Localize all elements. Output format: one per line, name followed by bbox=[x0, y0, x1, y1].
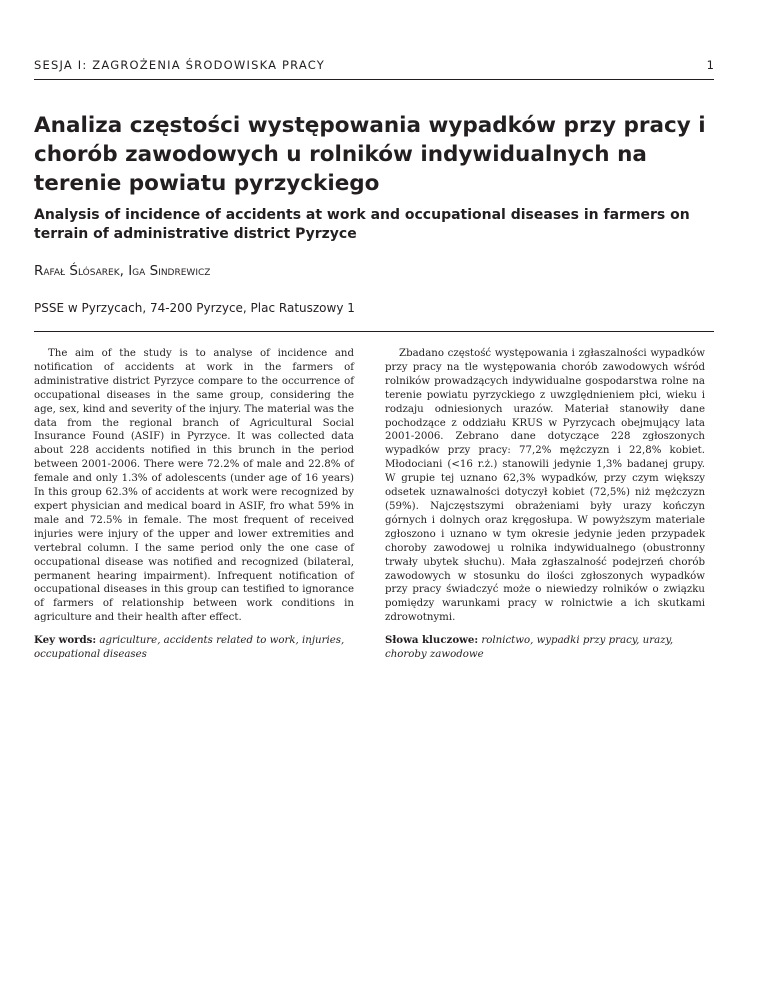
keywords-english-text: agriculture, accidents related to work, injuries, occupational diseases bbox=[34, 635, 345, 661]
abstract-divider bbox=[34, 331, 714, 332]
abstract-english-column bbox=[34, 347, 354, 662]
keywords-english-label: Key words: bbox=[34, 634, 97, 647]
keywords-english bbox=[34, 634, 354, 662]
page-number: 1 bbox=[706, 58, 714, 72]
authors: Rafał Ślósarek, Iga Sindrewicz bbox=[34, 263, 211, 279]
abstract-english: The aim of the study is to analyse of incidence and notification of accidents at work in the farmers of administrative district Pyrzyce compare to the occurrence of occupational diseases in the same group, considering the age, sex, kind and severity of the injury. The material was the data from the regional branch of Agricultural Social Insurance Found (ASIF) in Pyrzyce. It was collected data about 228 accidents notified in this brunch in the period between 2001-2006. There were 72.2% of male and 22.8% of female and only 1.3% of adolescents (under age of 16 years) In this group 62.3% of accidents at work were recognized by expert physician and medical board in ASIF, fro what 59% in male and 72.5% in female. The most frequent of received injuries were injury of the upper and lower extremities and vertebral column. I the same period only the one case of occupational disease was notified and recognized (bilateral, permanent hearing impairment). Infrequent notification of occupational diseases in this group can testified to ignorance of farmers of relationship between work conditions in agriculture and their health after effect. bbox=[34, 348, 354, 624]
header-divider bbox=[34, 79, 714, 80]
abstract-polish: Zbadano częstość występowania i zgłaszalności wypadków przy pracy na tle występowania chorób zawodowych wśród rolników prowadzących indywidualne gospodarstwa rolne na terenie powiatu pyrzyckiego z uwzględnieniem płci, wieku i rodzaju odniesionych urazów. Materiał stanowiły dane pochodzące z oddziału KRUS w Pyrzycach obejmujący lata 2001-2006. Zebrano dane dotyczące 228 zgłoszonych wypadków przy pracy: 77,2% mężczyzn i 22,8% kobiet. Młodociani (<16 r.ż.) stanowili jedynie 1,3% badanej grupy. W grupie tej uznano 62,3% wypadków, przy czym większy odsetek uznawalności dotyczył kobiet (72,5%) niż mężczyzn (59%). Najczęstszymi obrażeniami były urazy kończyn górnych i dolnych oraz kręgosłupa. W powyższym materiale zgłoszono i uznano w tym okresie jedynie jeden przypadek choroby zawodowej u rolnika indywidualnego (obustronny trwały ubytek słuchu). Mała zgłaszalność podejrzeń chorób zawodowych w stosunku do ilości zgłoszonych wypadków przy pracy świadczyć może o niewiedzy rolników o związku pomiędzy warunkami pracy w rolnictwie a ich skutkami zdrowotnymi. bbox=[385, 348, 705, 624]
affiliation: PSSE w Pyrzycach, 74-200 Pyrzyce, Plac Ratuszowy 1 bbox=[34, 301, 355, 315]
article-title-polish: Analiza częstości występowania wypadków przy pracy i chorób zawodowych u rolników indywidualnych na terenie powiatu pyrzyckiego bbox=[34, 113, 706, 196]
running-header bbox=[34, 58, 714, 74]
session-title: SESJA I: ZAGROŻENIA ŚRODOWISKA PRACY bbox=[34, 58, 326, 72]
keywords-polish bbox=[385, 634, 705, 662]
keywords-polish-label: Słowa kluczowe: bbox=[385, 634, 479, 647]
article-title-english: Analysis of incidence of accidents at work and occupational diseases in farmers on terrain of administrative district Pyrzyce bbox=[34, 207, 690, 242]
abstract-polish-column bbox=[385, 347, 705, 662]
keywords-polish-text: rolnictwo, wypadki przy pracy, urazy, choroby zawodowe bbox=[385, 635, 674, 661]
